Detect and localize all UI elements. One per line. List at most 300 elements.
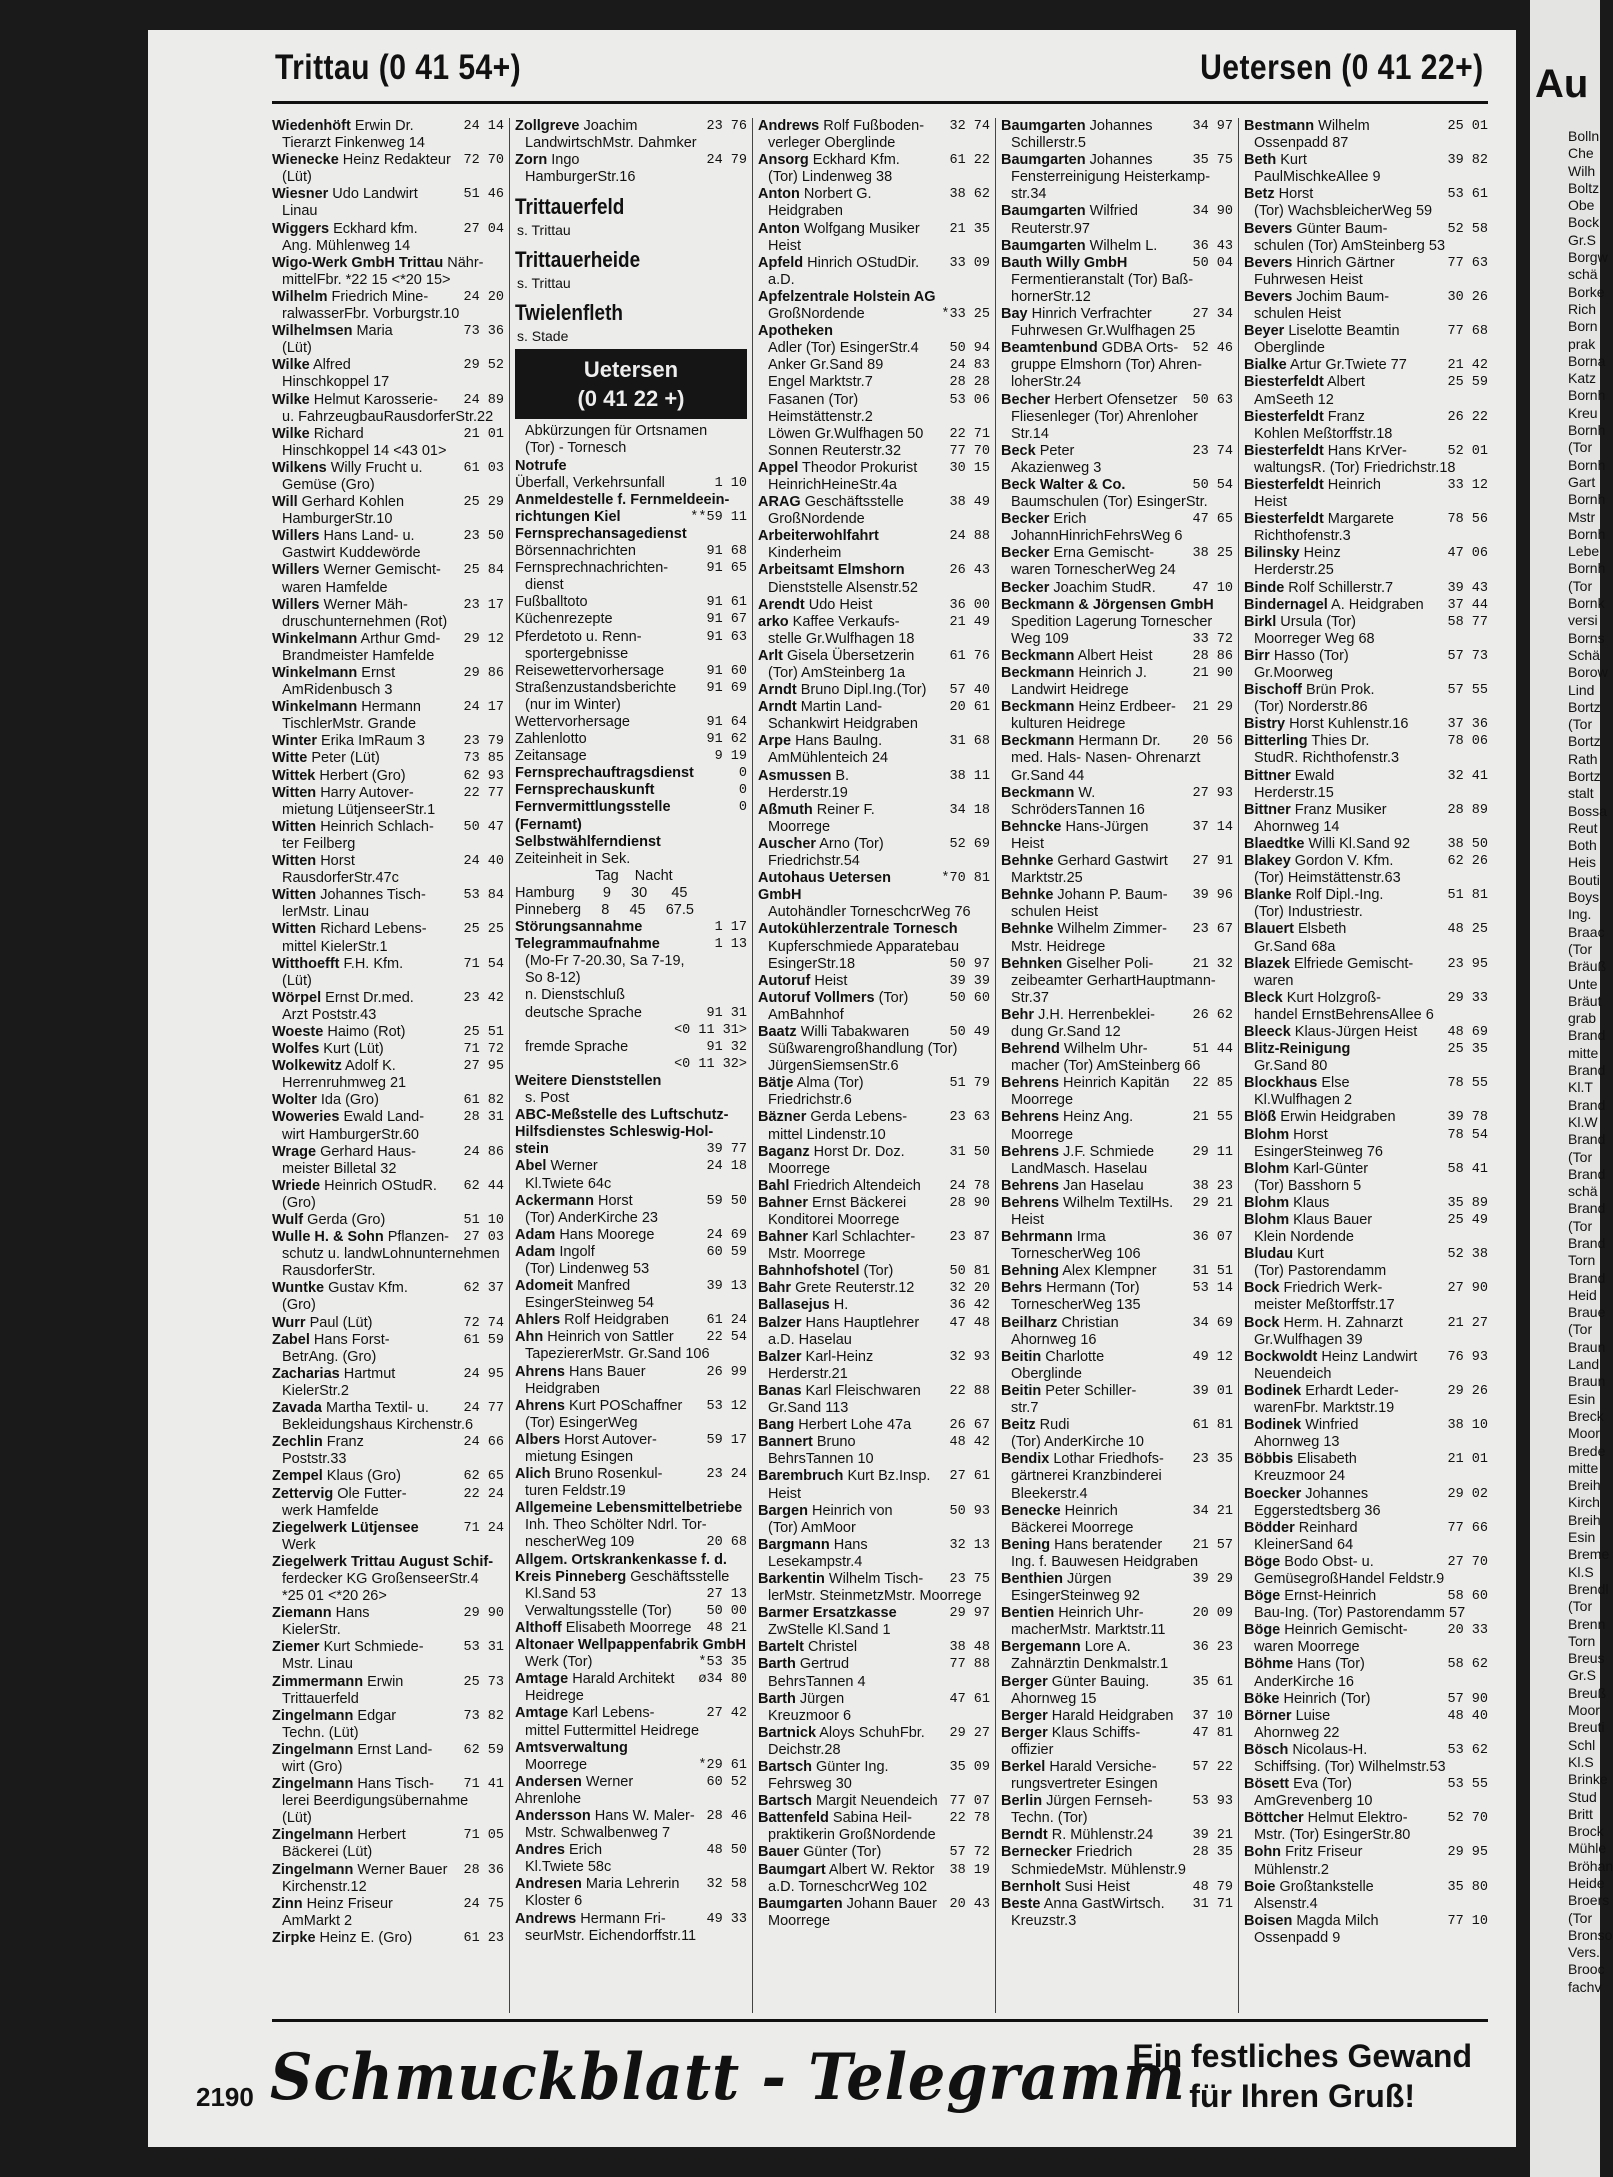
phone-number: 52 69 [949,836,990,852]
next-page-fragment: Gr.S [1568,1667,1597,1684]
directory-entry: Behrens Wilhelm TextilHs. 29 21 [1001,1194,1233,1211]
directory-entry: Böge Bodo Obst- u. 27 70 [1244,1553,1488,1570]
entry-name: Ballasejus [758,1297,830,1314]
next-page-fragment: Kl.W [1568,1113,1598,1130]
phone-number: 21 90 [1192,666,1233,681]
phone-number: 24 95 [463,1366,504,1382]
next-page-fragment: Ing. [1568,906,1592,923]
service-line: Hamburg 9 30 45 [515,884,688,901]
phone-number: 24 78 [949,1178,990,1194]
phone-number: 77 66 [1447,1520,1488,1536]
entry-name: Baumgarten [1001,152,1086,169]
entry-name: Andresen [515,1876,582,1893]
directory-entry: Bahl Friedrich Altendeich 24 78 [758,1177,990,1194]
directory-entry: Zimmermann Erwin 25 73 [272,1673,504,1690]
directory-entry [272,1554,504,1571]
entry-continuation: Baumschulen (Tor) EsingerStr. [1011,494,1208,511]
phone-number: 39 01 [1192,1383,1233,1399]
entry-name: Bannert [758,1434,813,1451]
entry-continuation: Kl.Twiete 58c [525,1859,612,1876]
directory-entry: Zavada Martha Textil- u. 24 77 [272,1400,504,1417]
phone-number: 35 80 [1447,1879,1488,1895]
next-page-fragment: Kl.T [1568,1079,1593,1096]
phone-number: 24 20 [463,289,504,305]
entry-continuation: Konditorei Moorrege [768,1212,900,1228]
phone-number: **59 11 [690,509,747,525]
directory-entry: Bay Hinrich Verfrachter 27 34 [1001,306,1233,323]
next-page-fragment: Breus [1568,1650,1605,1667]
next-page-fragment: mitte [1568,1459,1599,1476]
phone-number: 9 19 [714,749,747,765]
entry-name: Bernholt [1001,1878,1061,1895]
entry-name: Andersen [515,1773,582,1790]
directory-entry: Bargen Heinrich von 50 93 [758,1502,990,1519]
directory-entry: Althoff Elisabeth Moorrege 48 21 [515,1619,747,1636]
entry-name: Baatz [758,1023,797,1040]
phone-number: 35 61 [1192,1674,1233,1690]
directory-entry: Bartnick Aloys SchuhFbr. 29 27 [758,1724,990,1741]
phone-number: 22 78 [949,1811,990,1827]
phone-number: 71 41 [463,1777,504,1793]
entry-continuation: Marktstr.25 [1011,870,1083,887]
next-page-fragment: Brand [1568,1027,1606,1044]
entry-name: Zirpke [272,1929,316,1946]
directory-entry: Blazek Elfriede Gemischt- 23 95 [1244,955,1488,972]
next-page-fragment: Bortz [1568,698,1601,715]
entry-name: Bahr [758,1280,792,1297]
phone-number: 50 93 [949,1503,990,1519]
entry-continuation: mittel Lindenstr.10 [768,1126,886,1143]
phone-number: 51 81 [1447,888,1488,904]
next-page-fragment: Breuti [1568,1719,1605,1736]
directory-column [1001,118,1233,2013]
directory-entry: Wittek Herbert (Gro) 62 93 [272,767,504,784]
directory-entry: Behncke Hans-Jürgen 37 14 [1001,818,1233,835]
phone-number: 27 93 [1192,785,1233,801]
entry-name: Blohm [1244,1126,1290,1143]
entry-name: Zabel [272,1331,310,1348]
phone-number: 32 13 [949,1537,990,1553]
locality-heading: Trittauerfeld [515,194,625,220]
phone-number: 24 75 [463,1896,504,1912]
directory-entry [758,870,990,904]
directory-entry: Bätje Alma (Tor) 51 79 [758,1075,990,1092]
entry-name: Behnke [1001,921,1054,938]
service-heading: richtungen Kiel **59 11 [515,508,747,525]
phone-number: 28 86 [1192,648,1233,664]
phone-number: 91 65 [706,561,747,577]
phone-number: 21 27 [1447,1315,1488,1331]
entry-name: Blanke [1244,887,1292,904]
entry-continuation: warenFbr. Marktstr.19 [1254,1400,1395,1417]
phone-number: 61 03 [463,460,504,476]
directory-entry: Ahrens Hans Bauer 26 99 [515,1363,747,1380]
entry-continuation: Heidgraben [768,203,843,220]
phone-number: 52 46 [1192,341,1233,357]
entry-continuation: BehrsTannen 10 [768,1451,874,1468]
entry-name: Allgemeine Lebensmittelbetriebe [515,1500,743,1517]
directory-entry: Baumgarten Johannes 35 75 [1001,152,1233,169]
phone-number: 38 49 [949,495,990,511]
directory-entry: Behrens Heinz Ang. 21 55 [1001,1109,1233,1126]
phone-number: 32 41 [1447,768,1488,784]
entry-name: Beck Walter & Co. [1001,476,1126,493]
entry-name: Beck [1001,442,1036,459]
directory-entry: Bartsch Günter Ing. 35 09 [758,1759,990,1775]
entry-continuation: Heist [1011,1212,1045,1228]
entry-continuation: waren Moorrege [1254,1639,1360,1656]
directory-entry: Behrend Wilhelm Uhr- 51 44 [1001,1041,1233,1058]
phone-number: 1 10 [714,475,747,491]
entry-name: Böge [1244,1588,1281,1605]
directory-entry: Witthoefft F.H. Kfm. 71 54 [272,955,504,972]
phone-number: 21 29 [1192,700,1233,716]
entry-continuation: Oberglinde [1254,340,1325,357]
directory-entry [758,289,990,306]
directory-entry: Witten Heinrich Schlach- 50 47 [272,818,504,835]
entry-continuation: AmRidenbusch 3 [282,682,393,699]
phone-number: 77 68 [1447,324,1488,340]
phone-number: 47 10 [1192,580,1233,596]
entry-continuation: Kl.Wulfhagen 2 [1254,1092,1353,1109]
phone-number: 24 66 [463,1435,504,1451]
entry-name: Bittner [1244,801,1291,818]
directory-entry: Ansorg Eckhard Kfm. 61 22 [758,152,990,169]
directory-entry: Beste Anna GastWirtsch. 31 71 [1001,1895,1233,1912]
next-page-fragment: Reut [1568,819,1598,836]
phone-number: 36 42 [949,1298,990,1314]
entry-name: Bargen [758,1502,808,1519]
phone-number: 61 59 [463,1332,504,1348]
entry-name: Wulf [272,1212,304,1228]
phone-number: 36 00 [949,597,990,613]
next-page-fragment: Bortz [1568,733,1601,750]
phone-number: 57 90 [1447,1691,1488,1707]
phone-number: 37 14 [1192,819,1233,835]
entry-continuation: ter Feilberg [282,835,356,852]
directory-entry: Wrage Gerhard Haus- 24 86 [272,1143,504,1160]
directory-entry: Baumgarten Johannes 34 97 [1001,118,1233,134]
phone-number: 23 42 [463,990,504,1006]
directory-entry: Blohm Klaus Bauer 25 49 [1244,1212,1488,1228]
directory-entry: Adam Ingolf 60 59 [515,1243,747,1260]
entry-continuation: LandMasch. Haselau [1011,1160,1148,1177]
entry-continuation: EsingerSteinweg 76 [1254,1143,1383,1160]
phone-number: 0 [738,783,747,799]
entry-name: Wiesner [272,186,329,203]
entry-name: Ahrens [515,1397,565,1414]
entry-name: Boisen [1244,1912,1293,1929]
directory-entry [515,1740,747,1757]
phone-number: 0 [738,766,747,782]
entry-name: Beckmann [1001,647,1075,664]
directory-entry: Bahner Ernst Bäckerei 28 90 [758,1194,990,1211]
service-line: Reisewettervorhersage 91 60 [515,662,747,679]
entry-continuation: Kreuzmoor 6 [768,1707,852,1724]
entry-continuation: Kl.Twiete 64c [525,1175,612,1192]
next-page-fragment: Brand [1568,1165,1606,1182]
entry-continuation: stelle Gr.Wulfhagen 18 [768,630,915,647]
entry-continuation: Kohlen Meßtorffstr.18 [1254,425,1393,442]
directory-entry: Bernecker Friedrich 28 35 [1001,1844,1233,1861]
phone-number: 38 10 [1447,1418,1488,1434]
directory-entry: Birr Hasso (Tor) 57 73 [1244,647,1488,664]
entry-continuation: turen Feldstr.19 [525,1483,626,1500]
directory-entry: Biesterfeldt Hans KrVer- 52 01 [1244,442,1488,459]
entry-continuation: ralwasserFbr. Vorburgstr.10 [282,306,460,323]
entry-continuation: Neuendeich [1254,1365,1332,1382]
directory-entry: Woweries Ewald Land- 28 31 [272,1109,504,1126]
phone-number: 38 50 [1447,836,1488,852]
directory-entry: Beitz Rudi 61 81 [1001,1417,1233,1434]
service-heading: Notrufe [515,457,567,474]
directory-entry: Blauert Elsbeth 48 25 [1244,921,1488,938]
directory-entry: Bahr Grete Reuterstr.12 32 20 [758,1280,990,1297]
directory-entry: Adam Hans Moorege 24 69 [515,1226,747,1243]
phone-number: 27 04 [463,221,504,237]
phone-number: 27 03 [463,1230,504,1246]
entry-continuation: GroßNordende [768,511,865,528]
entry-name: Bätje [758,1075,794,1092]
next-page-fragment: Brand [1568,1235,1606,1251]
entry-name: Arndt [758,699,797,716]
service-line: Pinneberg 8 45 67.5 [515,902,694,918]
directory-entry: Wilke Richard 21 01 [272,425,504,442]
entry-continuation: Fermentieranstalt (Tor) Baß- [1011,271,1194,288]
directory-entry: Wiedenhöft Erwin Dr. 24 14 [272,118,504,134]
directory-entry: Barth Jürgen 47 61 [758,1690,990,1707]
entry-continuation: Ang. Mühlenweg 14 [282,237,411,254]
entry-continuation: Herderstr.25 [1254,562,1334,579]
phone-number: 23 63 [949,1110,990,1126]
next-page-fragment: Heid [1568,1286,1597,1303]
directory-entry: Bock Friedrich Werk- 27 90 [1244,1280,1488,1297]
entry-name: Berkel [1001,1759,1046,1775]
directory-entry: ARAG Geschäftsstelle 38 49 [758,494,990,511]
entry-continuation: Kinderheim [768,545,842,562]
entry-name: Willers [272,596,320,613]
entry-name: Barkentin [758,1570,825,1587]
entry-name: Zingelmann [272,1776,354,1793]
entry-name: Arbeiterwohlfahrt [758,528,879,545]
directory-entry [758,528,990,545]
phone-number: 60 52 [706,1774,747,1790]
next-page-fragment: (Tor [1568,439,1593,456]
directory-entry: Behrmann Irma 36 07 [1001,1229,1233,1246]
directory-entry: Behnke Gerhard Gastwirt 27 91 [1001,853,1233,870]
directory-entry: Ahn Heinrich von Sattler 22 54 [515,1329,747,1346]
next-page-fragment: Moor [1568,1425,1600,1442]
entry-name: Blaedtke [1244,835,1305,852]
entry-continuation: Verwaltungsstelle (Tor) 50 00 [525,1602,747,1619]
entry-continuation: offizier [1011,1741,1054,1758]
phone-number: 50 63 [1192,392,1233,408]
directory-entry: Blohm Klaus 35 89 [1244,1194,1488,1211]
entry-name: Bludau [1244,1246,1294,1263]
directory-entry: Bentien Heinrich Uhr- 20 09 [1001,1605,1233,1622]
entry-continuation: Moorreger Weg 68 [1254,630,1375,647]
directory-entry: Beitin Charlotte 49 12 [1001,1348,1233,1365]
phone-number: 29 12 [463,631,504,647]
directory-entry: Anton Norbert G. 38 62 [758,186,990,203]
locality-title-line: Uetersen [583,357,679,383]
entry-continuation: AmSeeth 12 [1254,391,1334,408]
entry-name: Bödder [1244,1519,1295,1536]
entry-continuation: schulen Heist [1254,306,1342,323]
next-page-fragment: Lebe [1568,543,1600,560]
directory-entry: Wilke Helmut Karosserie- 24 89 [272,391,504,408]
next-page-fragment: (Tor [1568,1217,1593,1234]
service-line: Fußballtoto 91 61 [515,594,747,611]
locality-reference: s. Trittau [517,275,571,292]
phone-number: 58 62 [1447,1657,1488,1673]
next-page-fragment: Heide [1568,1874,1605,1891]
directory-entry: Bannert Bruno 48 42 [758,1434,990,1451]
entry-continuation: AmGrevenberg 10 [1254,1793,1373,1810]
phone-number: 24 88 [949,529,990,545]
entry-name: Adam [515,1226,556,1243]
phone-number: 59 17 [706,1432,747,1448]
phone-number: 24 89 [463,392,504,408]
entry-name: Andersson [515,1807,591,1824]
directory-entry: Bialke Artur Gr.Twiete 77 21 42 [1244,357,1488,374]
phone-number: 61 82 [463,1093,504,1109]
entry-name: Böhme [1244,1656,1294,1673]
entry-continuation: Autohändler TorneschcrWeg 76 [768,904,971,921]
locality-reference: s. Stade [517,328,569,345]
entry-name: Balzer [758,1348,802,1365]
phone-number: ø34 80 [698,1672,747,1688]
entry-name: Willers [272,562,320,579]
directory-entry: Baganz Horst Dr. Doz. 31 50 [758,1143,990,1160]
directory-entry: Becker Joachim StudR. 47 10 [1001,579,1233,596]
column-divider [1238,118,1239,2013]
phone-number: 48 42 [949,1435,990,1451]
next-page-fragment: Bossa [1568,802,1607,819]
entry-continuation: Str.37 [1011,989,1049,1006]
entry-continuation: Heidrege [525,1688,584,1705]
entry-name: Bittner [1244,767,1291,784]
entry-continuation: Str.14 [1011,425,1049,442]
phone-number: 58 77 [1447,614,1488,630]
entry-name: Bischoff [1244,682,1302,699]
entry-name: Amtsverwaltung [515,1739,628,1756]
entry-continuation: waltungsR. (Tor) Friedrichstr.18 [1254,459,1456,476]
next-page-fragment: Bröhan [1568,1857,1613,1874]
phone-number: 51 79 [949,1076,990,1092]
next-page-fragment: Bräut [1568,992,1602,1009]
entry-name: Böge [1244,1553,1281,1570]
phone-number: 24 14 [463,119,504,134]
phone-number: 77 07 [949,1794,990,1810]
phone-number: 20 09 [1192,1606,1233,1622]
directory-entry: Bahnhofshotel (Tor) 50 81 [758,1263,990,1280]
entry-name: Zettervig [272,1485,334,1502]
entry-continuation: str.34 [1011,186,1047,203]
entry-name: Becker [1001,545,1050,562]
next-page-fragment: Breih [1568,1511,1601,1528]
phone-number: 22 54 [706,1330,747,1346]
entry-continuation: KleinerSand 64 [1254,1536,1354,1553]
entry-continuation: Süßwarengroßhandlung (Tor) [768,1041,958,1058]
directory-entry: Bösch Nicolaus-H. 53 62 [1244,1741,1488,1758]
phone-number: 73 36 [463,324,504,340]
phone-number: 37 36 [1447,717,1488,733]
directory-entry: Bendix Lothar Friedhofs- 23 35 [1001,1451,1233,1468]
entry-name: Bleck [1244,989,1283,1006]
entry-continuation: nescherWeg 109 20 68 [525,1534,747,1551]
next-page-fragment: schä [1568,266,1598,283]
entry-name: Bening [1001,1536,1051,1553]
directory-entry: Blanke Rolf Dipl.-Ing. 51 81 [1244,887,1488,904]
phone-number: 58 41 [1447,1161,1488,1177]
next-page-fragment: Kl.S [1568,1563,1594,1580]
entry-continuation: Schiffsing. (Tor) Wilhelmstr.53 [1254,1759,1446,1775]
next-page-fragment: Brenn [1568,1615,1606,1632]
entry-name: Beckmann & Jörgensen GmbH [1001,596,1214,613]
entry-name: Autoruf [758,972,811,989]
phone-number: 91 68 [706,544,747,560]
phone-number: 50 49 [949,1024,990,1040]
entry-continuation: kulturen Heidrege [1011,716,1126,733]
phone-number: 27 95 [463,1059,504,1075]
entry-name: Ziegelwerk Lütjensee [272,1519,419,1536]
directory-entry: Beck Peter 23 74 [1001,442,1233,459]
directory-entry: Wilhelm Friedrich Mine- 24 20 [272,288,504,305]
directory-entry [758,921,990,938]
entry-continuation: med. Hals- Nasen- Ohrenarzt [1011,750,1201,767]
phone-number: 61 23 [463,1930,504,1946]
next-page-fragment: Braac [1568,923,1605,940]
directory-entry: Will Gerhard Kohlen 25 29 [272,494,504,511]
directory-entry: Blohm Horst 78 54 [1244,1126,1488,1143]
directory-entry: Behnke Johann P. Baum- 39 96 [1001,887,1233,904]
phone-number: 24 17 [463,700,504,716]
entry-continuation: RausdorferStr. [282,1263,376,1280]
phone-number: 62 37 [463,1281,504,1297]
phone-number: 35 89 [1447,1195,1488,1211]
directory-entry: Autoruf Heist 39 39 [758,972,990,989]
entry-continuation: Fensterreinigung Heisterkamp- [1011,169,1211,186]
entry-continuation: Gr.Sand 44 [1011,767,1085,784]
entry-continuation: Heidgraben [525,1380,600,1397]
entry-continuation: s. Post [525,1090,570,1107]
phone-number: 34 21 [1192,1503,1233,1519]
phone-number: 57 22 [1192,1760,1233,1775]
phone-number: 47 06 [1447,546,1488,562]
directory-entry: Wigo-Werk GmbH Trittau Nähr- [272,254,484,271]
entry-continuation: Ossenpadd 87 [1254,135,1349,152]
next-page-fragment: schä [1568,1183,1598,1200]
phone-number: 72 70 [463,153,504,169]
phone-number: 38 48 [949,1640,990,1656]
directory-entry [758,562,990,579]
phone-number: 34 97 [1192,119,1233,134]
entry-continuation: Gr.Sand 68a [1254,938,1336,955]
directory-entry: Beckmann Hermann Dr. 20 56 [1001,733,1233,750]
phone-number: 71 24 [463,1520,504,1536]
directory-entry: Zingelmann Edgar 73 82 [272,1707,504,1724]
directory-entry: Beamtenbund GDBA Orts- 52 46 [1001,340,1233,357]
directory-entry: Witte Peter (Lüt) 73 85 [272,750,504,767]
directory-entry [1001,597,1233,614]
phone-number: 61 76 [949,648,990,664]
phone-number: 21 32 [1192,956,1233,972]
entry-continuation: mittel Futtermittel Heidrege [525,1722,700,1739]
phone-number: 32 93 [949,1349,990,1365]
entry-continuation: (Mo-Fr 7-20.30, Sa 7-19, [525,953,685,970]
phone-number: 50 94 [949,341,990,357]
